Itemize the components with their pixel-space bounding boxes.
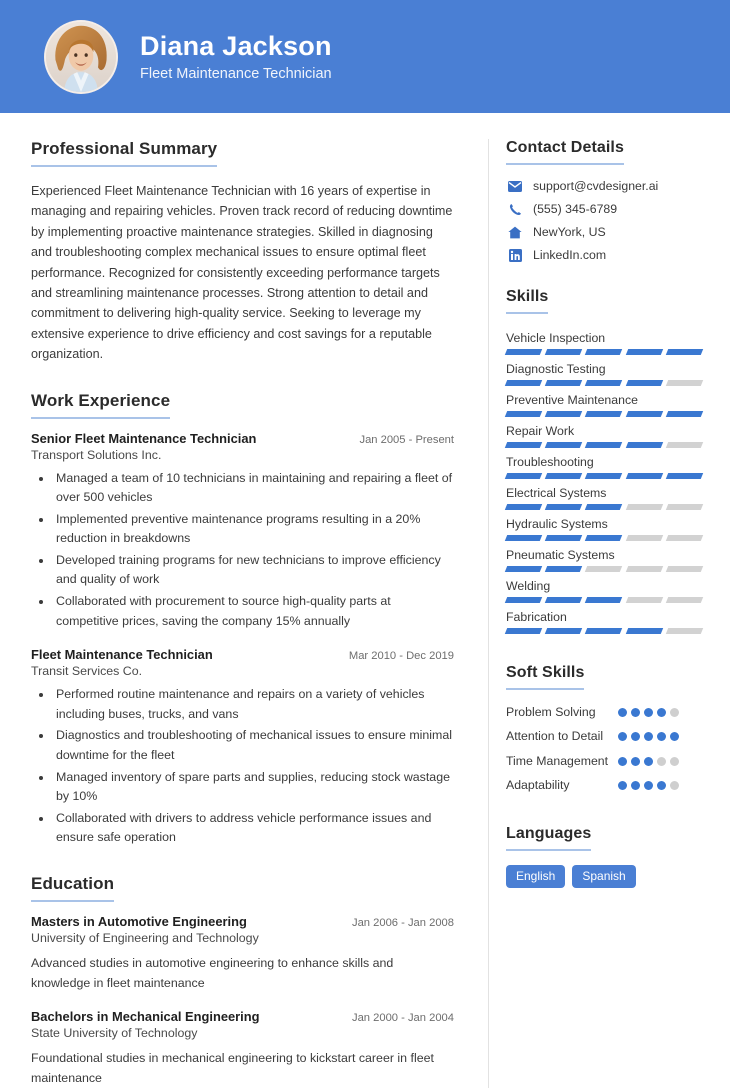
- contact-value: LinkedIn.com: [533, 248, 607, 262]
- language-pill[interactable]: English: [506, 865, 565, 888]
- skill-bar-segment: [666, 349, 704, 355]
- skill-bar-segment: [585, 380, 623, 386]
- skill-row: [506, 326, 702, 355]
- skill-bar-segment: [625, 473, 663, 479]
- education-section: [31, 874, 454, 1088]
- soft-skill-dot: [644, 708, 653, 717]
- soft-skill-dot: [670, 708, 679, 717]
- skill-bar-segment: [625, 597, 663, 603]
- soft-skill-dots: [618, 728, 680, 741]
- skill-bar-segment: [505, 566, 543, 572]
- skill-bar-segment: [505, 504, 543, 510]
- soft-skill-dot: [618, 708, 627, 717]
- profile-photo-icon: [46, 22, 116, 92]
- skill-bar-segment: [505, 380, 543, 386]
- skill-level-bars: [506, 628, 702, 634]
- soft-skill-dot: [670, 732, 679, 741]
- skill-bar-segment: [545, 535, 583, 541]
- languages-heading: Languages: [506, 825, 591, 851]
- list-item: • Collaborated with drivers to address vehicle performance issues and ensure safe operation: [53, 809, 454, 848]
- skill-bar-segment: [585, 535, 623, 541]
- skill-bar-segment: [545, 411, 583, 417]
- job-company: Transit Services Co.: [31, 664, 143, 679]
- skill-bar-segment: [666, 535, 704, 541]
- skill-bar-segment: [545, 380, 583, 386]
- skill-row: [506, 481, 702, 510]
- left-column: [0, 139, 488, 1088]
- skill-bar-segment: [625, 535, 663, 541]
- work-entry: [31, 647, 454, 848]
- skill-level-bars: [506, 442, 702, 448]
- skill-bar-segment: [666, 597, 704, 603]
- skill-label: Hydraulic Systems: [506, 517, 608, 531]
- list-item: • Diagnostics and troubleshooting of mechanical issues to ensure minimal downtime for the fleet: [53, 726, 454, 765]
- languages-list: [506, 865, 702, 888]
- skill-level-bars: [506, 597, 702, 603]
- soft-skill-dot: [618, 781, 627, 790]
- avatar: [44, 20, 118, 94]
- skill-level-bars: [506, 349, 702, 355]
- skills-list: [506, 326, 702, 634]
- skill-bar-segment: [625, 411, 663, 417]
- home-icon: [506, 226, 524, 239]
- skill-row: [506, 419, 702, 448]
- soft-skill-label: Adaptability: [506, 778, 570, 793]
- degree-school: University of Engineering and Technology: [31, 931, 259, 946]
- professional-summary-section: [31, 139, 454, 365]
- candidate-name: Diana Jackson: [140, 30, 332, 61]
- skill-label: Vehicle Inspection: [506, 331, 606, 345]
- skill-bar-segment: [545, 597, 583, 603]
- skill-row: [506, 388, 702, 417]
- list-item: • Performed routine maintenance and repairs on a variety of vehicles including buses, trucks, and vans: [53, 685, 454, 724]
- skill-label: Preventive Maintenance: [506, 393, 638, 407]
- resume-body: [0, 113, 730, 1088]
- skills-heading: Skills: [506, 288, 548, 314]
- soft-skill-dot: [644, 732, 653, 741]
- soft-skill-row: [506, 704, 702, 721]
- soft-skill-dots: [618, 753, 680, 766]
- education-entry: [31, 1009, 454, 1088]
- skill-bar-segment: [545, 504, 583, 510]
- soft-skills-list: [506, 704, 702, 795]
- skill-level-bars: [506, 504, 702, 510]
- degree-title: Bachelors in Mechanical Engineering: [31, 1009, 260, 1025]
- degree-description: Foundational studies in mechanical engineering to kickstart career in fleet maintenance: [31, 1051, 434, 1085]
- degree-description: Advanced studies in automotive engineering to enhance skills and knowledge in fleet maintenance: [31, 956, 394, 990]
- skill-bar-segment: [545, 628, 583, 634]
- contact-item-location[interactable]: [506, 225, 702, 239]
- contact-value: support@cvdesigner.ai: [533, 179, 659, 193]
- soft-skill-label: Attention to Detail: [506, 729, 604, 744]
- resume-header: [0, 0, 730, 113]
- skill-bar-segment: [625, 628, 663, 634]
- job-date: Jan 2005 - Present: [359, 433, 454, 446]
- skill-row: [506, 605, 702, 634]
- skill-row: [506, 574, 702, 603]
- skill-bar-segment: [625, 349, 663, 355]
- skill-bar-segment: [505, 349, 543, 355]
- soft-skill-dot: [631, 757, 640, 766]
- skill-bar-segment: [625, 504, 663, 510]
- degree-date: Jan 2006 - Jan 2008: [351, 917, 454, 930]
- contact-item-email[interactable]: [506, 179, 702, 193]
- work-heading: Work Experience: [31, 391, 170, 419]
- linkedin-icon: [506, 249, 524, 262]
- skill-row: [506, 512, 702, 541]
- soft-skill-dot: [618, 757, 627, 766]
- phone-icon: [506, 203, 524, 216]
- skill-bar-segment: [585, 442, 623, 448]
- soft-skill-dot: [618, 732, 627, 741]
- job-bullets: [31, 685, 454, 848]
- education-entry: [31, 914, 454, 993]
- skill-bar-segment: [585, 504, 623, 510]
- summary-text: Experienced Fleet Maintenance Technician with 16 years of expertise in managing and repairing vehicles. Proven track record of reducing downtime by implementing proactive maintenance strategies. Skilled in diagnosing and troubleshooting complex mechanical issues to ensure optimal fleet performance. Recognized for consistently exceeding performance targets and streamlining maintenance processes. Strong attention to detail and commitment to delivering high-quality service. Seeking to leverage my extensive experience to drive efficiency and cost savings for a reputable organization.: [31, 184, 453, 362]
- skill-bar-segment: [585, 628, 623, 634]
- skill-level-bars: [506, 535, 702, 541]
- skill-bar-segment: [505, 442, 543, 448]
- degree-title: Masters in Automotive Engineering: [31, 914, 247, 930]
- skill-bar-segment: [585, 473, 623, 479]
- job-date: Mar 2010 - Dec 2019: [348, 650, 454, 663]
- soft-skills-heading: Soft Skills: [506, 664, 584, 690]
- skill-bar-segment: [505, 628, 543, 634]
- degree-date: Jan 2000 - Jan 2004: [351, 1012, 454, 1025]
- envelope-icon: [506, 181, 524, 192]
- skill-bar-segment: [666, 473, 704, 479]
- contact-heading: Contact Details: [506, 139, 624, 165]
- contact-value: (555) 345-6789: [533, 202, 618, 216]
- list-item: • Managed a team of 10 technicians in maintaining and repairing a fleet of over 500 vehicles: [53, 469, 454, 508]
- skill-label: Repair Work: [506, 424, 575, 438]
- skill-bar-segment: [505, 473, 543, 479]
- skill-bar-segment: [585, 349, 623, 355]
- skill-label: Electrical Systems: [506, 486, 607, 500]
- right-column: [488, 139, 730, 1088]
- skill-bar-segment: [625, 566, 663, 572]
- skill-bar-segment: [585, 411, 623, 417]
- list-item: • Managed inventory of spare parts and supplies, reducing stock wastage by 10%: [53, 768, 454, 807]
- skill-bar-segment: [585, 597, 623, 603]
- list-item: • Collaborated with procurement to source high-quality parts at competitive prices, saving the company 15% annually: [53, 592, 454, 631]
- list-item: • Implemented preventive maintenance programs resulting in a 20% reduction in breakdowns: [53, 510, 454, 549]
- list-item: • Developed training programs for new technicians to improve efficiency and quality of work: [53, 551, 454, 590]
- job-title: Fleet Maintenance Technician: [31, 647, 213, 663]
- skill-level-bars: [506, 411, 702, 417]
- skill-bar-segment: [666, 628, 704, 634]
- soft-skill-dot: [631, 708, 640, 717]
- skill-label: Fabrication: [506, 610, 567, 624]
- candidate-role: Fleet Maintenance Technician: [140, 66, 332, 83]
- skill-bar-segment: [505, 535, 543, 541]
- job-company: Transport Solutions Inc.: [31, 447, 162, 462]
- work-experience-section: [31, 391, 454, 849]
- soft-skills-section: [506, 664, 702, 795]
- job-bullets: [31, 469, 454, 632]
- skill-bar-segment: [545, 442, 583, 448]
- skill-bar-segment: [666, 411, 704, 417]
- skill-level-bars: [506, 380, 702, 386]
- skill-bar-segment: [505, 411, 543, 417]
- soft-skill-dot: [657, 757, 666, 766]
- skill-label: Diagnostic Testing: [506, 362, 606, 376]
- skill-bar-segment: [666, 504, 704, 510]
- contact-section: [506, 139, 702, 262]
- soft-skill-dot: [670, 757, 679, 766]
- skill-bar-segment: [666, 566, 704, 572]
- summary-heading: Professional Summary: [31, 139, 217, 167]
- skill-bar-segment: [585, 566, 623, 572]
- job-title: Senior Fleet Maintenance Technician: [31, 430, 257, 446]
- soft-skill-row: [506, 777, 702, 794]
- skill-bar-segment: [545, 566, 583, 572]
- soft-skill-row: [506, 728, 702, 745]
- contact-item-linkedin[interactable]: [506, 248, 702, 262]
- contact-list: [506, 179, 702, 262]
- skill-label: Pneumatic Systems: [506, 548, 615, 562]
- skill-bar-segment: [505, 597, 543, 603]
- education-heading: Education: [31, 874, 114, 902]
- language-pill[interactable]: Spanish: [572, 865, 635, 888]
- soft-skill-label: Problem Solving: [506, 705, 596, 719]
- skill-level-bars: [506, 566, 702, 572]
- skill-label: Welding: [506, 579, 551, 593]
- soft-skill-dot: [657, 781, 666, 790]
- skill-bar-segment: [666, 380, 704, 386]
- skill-row: [506, 543, 702, 572]
- soft-skill-dot: [657, 732, 666, 741]
- contact-item-phone[interactable]: [506, 202, 702, 216]
- skill-bar-segment: [625, 380, 663, 386]
- soft-skill-dot: [631, 781, 640, 790]
- skill-bar-segment: [625, 442, 663, 448]
- skill-level-bars: [506, 473, 702, 479]
- degree-school: State University of Technology: [31, 1026, 198, 1041]
- soft-skill-label: Time Management: [506, 753, 609, 768]
- skill-label: Troubleshooting: [506, 455, 594, 469]
- skill-bar-segment: [545, 473, 583, 479]
- skills-section: [506, 288, 702, 634]
- soft-skill-dots: [618, 777, 680, 790]
- soft-skill-dot: [657, 708, 666, 717]
- skill-row: [506, 357, 702, 386]
- soft-skill-row: [506, 753, 702, 770]
- languages-section: [506, 825, 702, 888]
- skill-row: [506, 450, 702, 479]
- contact-value: NewYork, US: [533, 225, 606, 239]
- soft-skill-dot: [644, 757, 653, 766]
- soft-skill-dot: [670, 781, 679, 790]
- skill-bar-segment: [545, 349, 583, 355]
- soft-skill-dots: [618, 704, 680, 717]
- skill-bar-segment: [666, 442, 704, 448]
- soft-skill-dot: [644, 781, 653, 790]
- work-entry: [31, 431, 454, 632]
- soft-skill-dot: [631, 732, 640, 741]
